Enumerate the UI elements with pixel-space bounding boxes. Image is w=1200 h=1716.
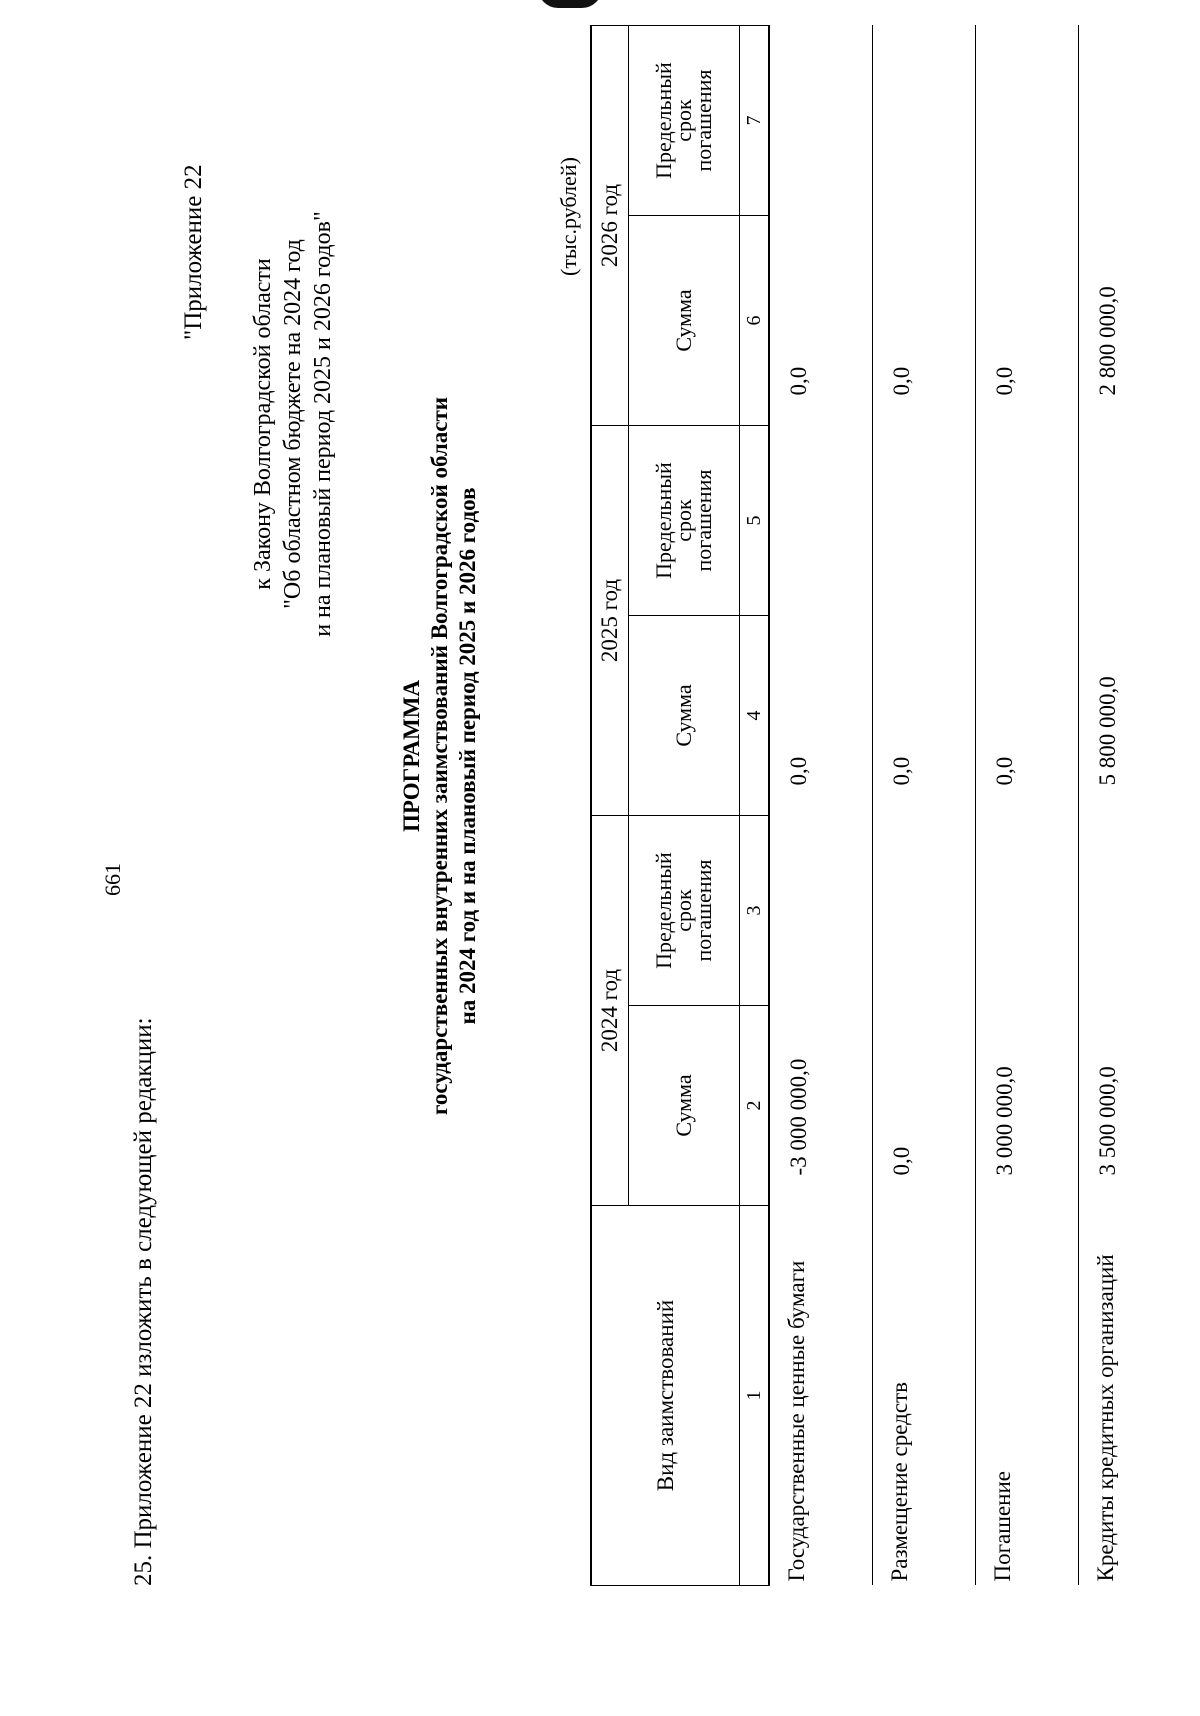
term-header-line: Предельный bbox=[651, 62, 676, 179]
law-line: "Об областном бюджете на 2024 год bbox=[280, 239, 306, 609]
term-header-line: срок bbox=[671, 499, 696, 542]
col-number: 2 bbox=[740, 1006, 770, 1206]
amount-2026: 0,0 bbox=[976, 216, 1079, 426]
year-header-2026: 2026 год bbox=[591, 26, 629, 426]
col-header-type: Вид заимствований bbox=[591, 1206, 740, 1586]
year-header-2025: 2025 год bbox=[591, 426, 629, 816]
sum-header: Сумма bbox=[629, 1006, 740, 1206]
term-2026 bbox=[873, 26, 976, 216]
law-line: к Закону Волгоградской области bbox=[250, 258, 276, 590]
term-2025 bbox=[873, 426, 976, 616]
term-2024 bbox=[769, 816, 873, 1006]
term-header bbox=[629, 816, 740, 1006]
term-2024 bbox=[976, 816, 1079, 1006]
term-header-line: Предельный bbox=[651, 852, 676, 969]
amount-2025: 5 800 000,0 bbox=[1079, 616, 1182, 816]
term-header-line: Предельный bbox=[651, 462, 676, 579]
table-row bbox=[976, 26, 1079, 1586]
term-2024 bbox=[1079, 816, 1182, 1006]
term-header-line: срок bbox=[671, 889, 696, 932]
term-2025 bbox=[976, 426, 1079, 616]
page-number: 661 bbox=[100, 863, 125, 896]
amount-2026: 0,0 bbox=[873, 216, 976, 426]
sum-header: Сумма bbox=[629, 616, 740, 816]
term-header bbox=[629, 26, 740, 216]
table-row bbox=[1079, 26, 1182, 1586]
col-number: 1 bbox=[740, 1206, 770, 1586]
law-line: и на плановый период 2025 и 2026 годов" bbox=[310, 211, 336, 637]
borrowing-table bbox=[590, 25, 1181, 1586]
intro-text: 25. Приложение 22 изложить в следующей редакции: bbox=[130, 1017, 157, 1586]
amount-2024: 3 500 000,0 bbox=[1079, 1006, 1182, 1206]
row-name: Погашение bbox=[976, 1206, 1079, 1586]
program-heading bbox=[398, 396, 482, 1116]
col-number: 5 bbox=[740, 426, 770, 616]
law-reference bbox=[248, 188, 338, 660]
term-2024 bbox=[873, 816, 976, 1006]
term-2026 bbox=[1079, 26, 1182, 216]
term-2025 bbox=[769, 426, 873, 616]
row-name: Государственные ценные бумаги bbox=[769, 1206, 873, 1586]
term-header bbox=[629, 426, 740, 616]
sum-header: Сумма bbox=[629, 216, 740, 426]
col-number: 3 bbox=[740, 816, 770, 1006]
amount-2025: 0,0 bbox=[769, 616, 873, 816]
borrowing-table-wrap bbox=[590, 26, 1181, 1586]
amount-2024: 3 000 000,0 bbox=[976, 1006, 1079, 1206]
amount-2024: -3 000 000,0 bbox=[769, 1006, 873, 1206]
appendix-title: "Приложение 22 bbox=[180, 164, 207, 340]
term-2026 bbox=[769, 26, 873, 216]
term-2026 bbox=[976, 26, 1079, 216]
col-number: 4 bbox=[740, 616, 770, 816]
year-header-2024: 2024 год bbox=[591, 816, 629, 1206]
col-number: 7 bbox=[740, 26, 770, 216]
amount-2025: 0,0 bbox=[976, 616, 1079, 816]
row-name: Размещение средств bbox=[873, 1206, 976, 1586]
term-header-line: погашения bbox=[691, 69, 716, 172]
amount-2026: 2 800 000,0 bbox=[1079, 216, 1182, 426]
col-number: 6 bbox=[740, 216, 770, 426]
amount-2026: 0,0 bbox=[769, 216, 873, 426]
amount-2024: 0,0 bbox=[873, 1006, 976, 1206]
program-title: ПРОГРАММА bbox=[399, 679, 424, 833]
term-header-line: погашения bbox=[691, 859, 716, 962]
row-name: Кредиты кредитных организаций bbox=[1079, 1206, 1182, 1586]
units-label: (тыс.рублей) bbox=[556, 157, 581, 276]
amount-2025: 0,0 bbox=[873, 616, 976, 816]
term-2025 bbox=[1079, 426, 1182, 616]
term-header-line: погашения bbox=[691, 469, 716, 572]
table-row bbox=[873, 26, 976, 1586]
term-header-line: срок bbox=[671, 99, 696, 142]
table-row bbox=[769, 26, 873, 1586]
program-subtitle: на 2024 год и на плановый период 2025 и 2026 годов bbox=[455, 487, 480, 1025]
program-subtitle: государственных внутренних заимствований Волгоградской области bbox=[427, 396, 452, 1116]
